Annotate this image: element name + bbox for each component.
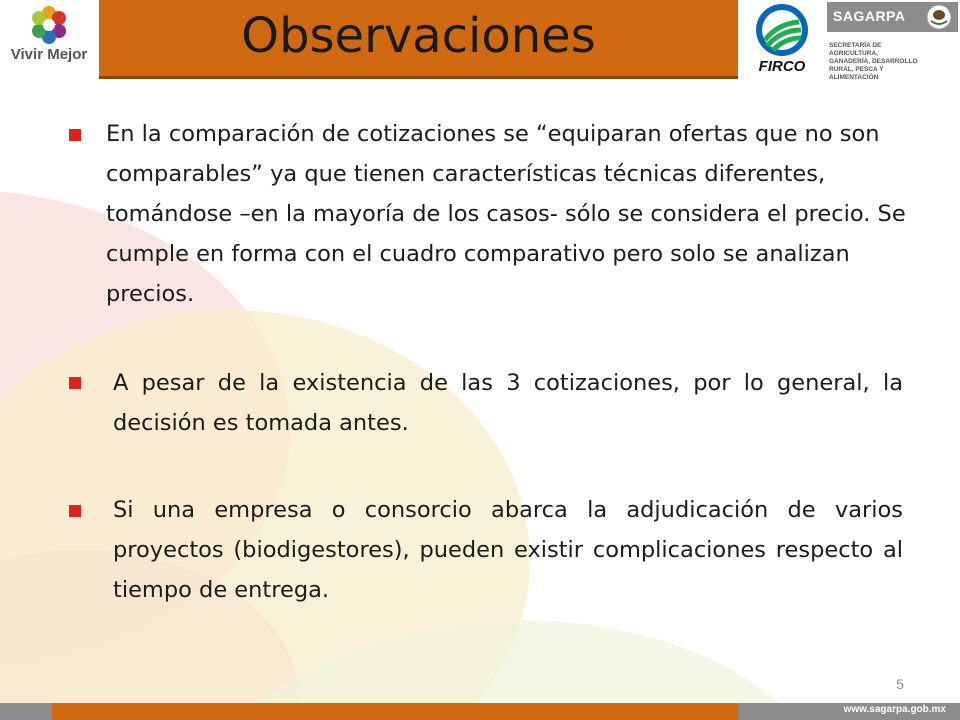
bullet-marker xyxy=(69,129,81,141)
sagarpa-name: SAGARPA xyxy=(833,8,906,24)
vivir-mejor-label: Vivir Mejor xyxy=(10,46,88,63)
bullet-text-2: A pesar de la existencia de las 3 cotizaciones, por lo general, la decisión es tomada antes. xyxy=(113,370,903,436)
footer-bar xyxy=(52,703,738,720)
firco-label: FIRCO xyxy=(758,58,806,75)
bullet-marker xyxy=(69,377,81,389)
bullet-marker xyxy=(69,505,81,517)
footer-url-box xyxy=(738,703,960,720)
bullet-text-3: Si una empresa o consorcio abarca la adjudicación de varios proyectos (biodigestores), pueden existir complicaciones respecto al tiempo de entrega. xyxy=(113,497,903,603)
bullet-text-1: En la comparación de cotizaciones se “equiparan ofertas que no son comparables” ya que tienen características técnicas diferentes, tomándose –en la mayoría de los casos- sólo se considera el precio. Se cumple en forma con el cuadro comparativo pero solo se analizan precios. xyxy=(106,121,906,307)
sagarpa-subtitle: SECRETARÍA DE AGRICULTURA, GANADERÍA, DESARROLLO RURAL, PESCA Y ALIMENTACIÓN xyxy=(829,42,918,81)
footer-left-block xyxy=(0,703,52,720)
footer-url: www.sagarpa.gob.mx xyxy=(843,704,946,715)
page-number: 5 xyxy=(896,676,904,692)
slide-title: Observaciones xyxy=(241,8,596,64)
